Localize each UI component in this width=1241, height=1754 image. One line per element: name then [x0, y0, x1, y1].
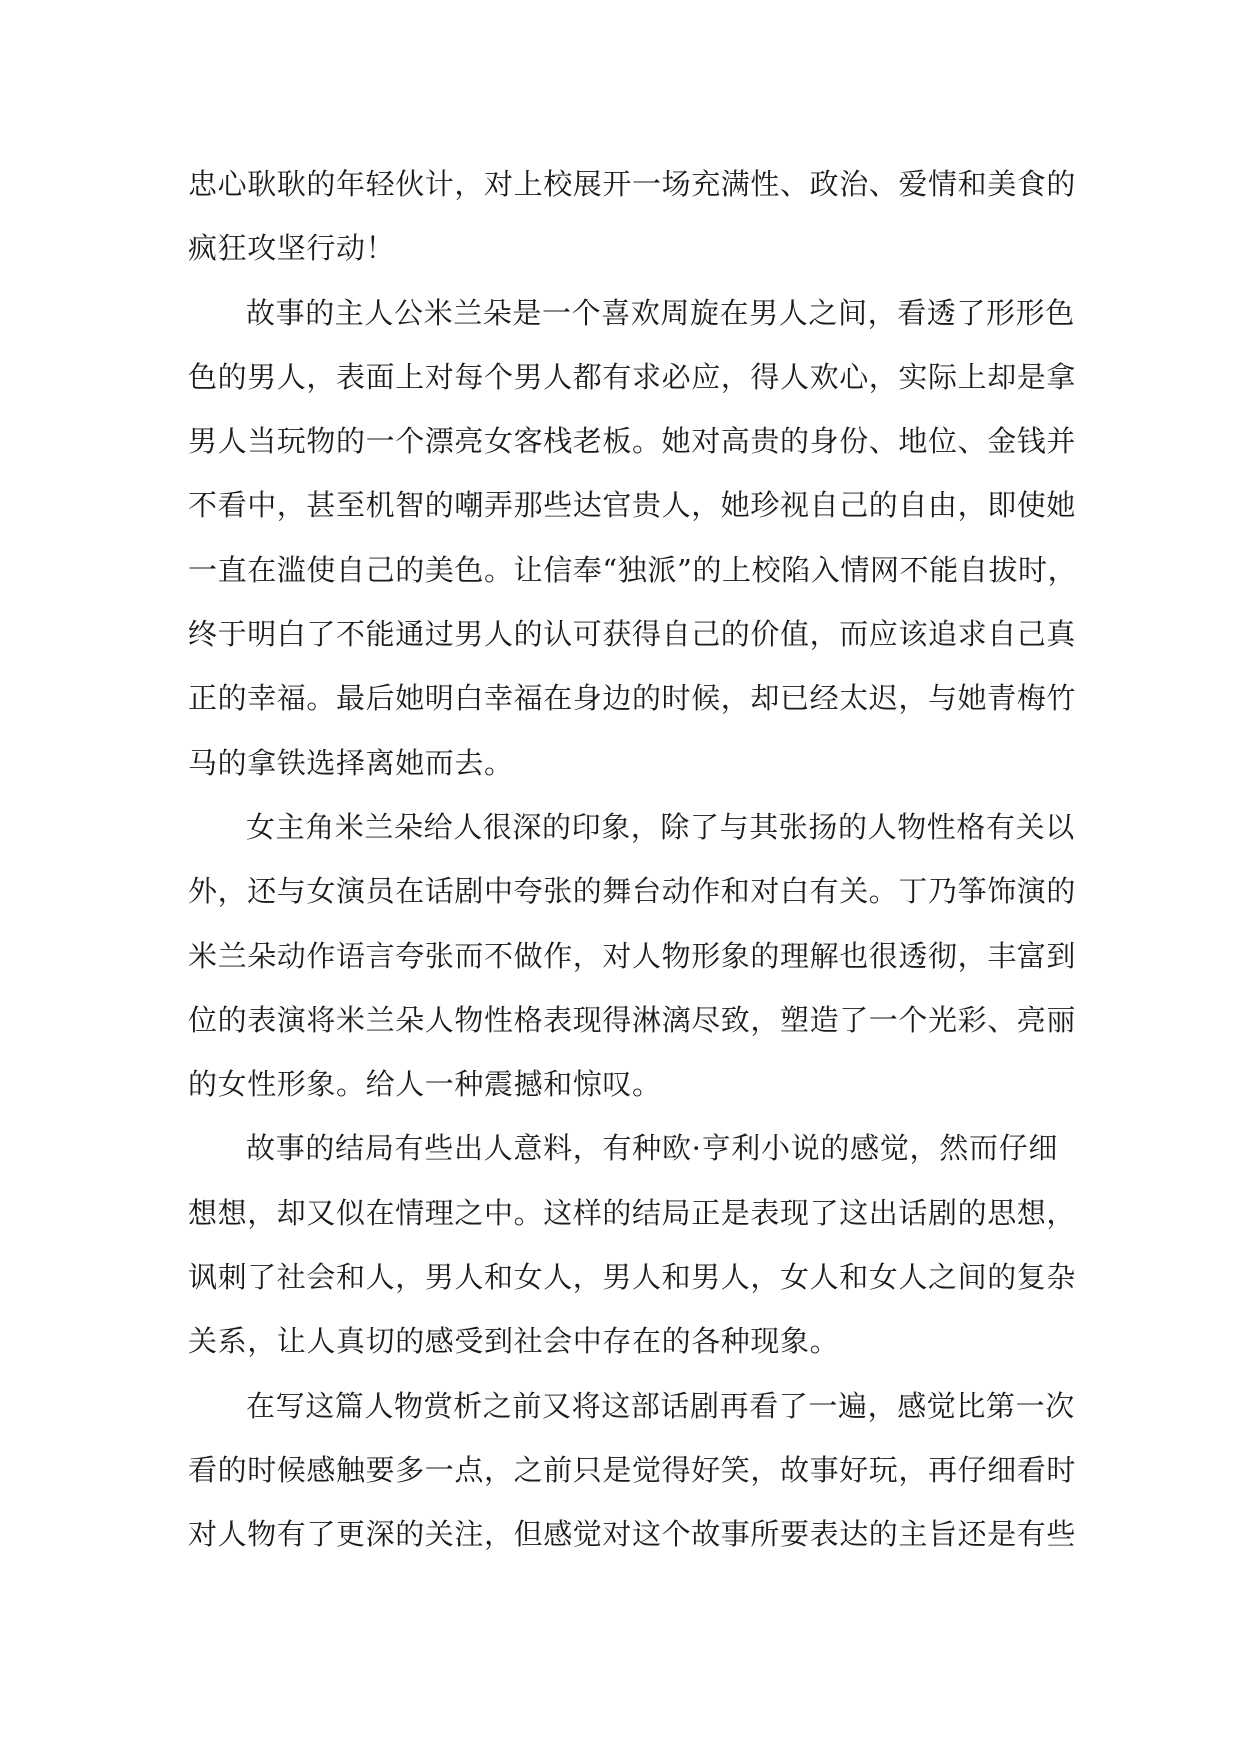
- text-line: 疯狂攻坚行动！: [188, 231, 396, 266]
- text-line: 对人物有了更深的关注，但感觉对这个故事所要表达的主旨还是有些: [188, 1517, 1077, 1552]
- paragraph-first-line: 女主角米兰朵给人很深的印象，除了与其张扬的人物性格有关以: [246, 809, 1075, 844]
- text-line: 米兰朵动作语言夸张而不做作，对人物形象的理解也很透彻，丰富到: [188, 938, 1077, 973]
- text-line: 想想，却又似在情理之中。这样的结局正是表现了这出话剧的思想，: [188, 1195, 1077, 1230]
- text-line: 一直在滥使自己的美色。让信奉“独派”的上校陷入情网不能自拔时，: [188, 552, 1078, 587]
- text-line: 正的幸福。最后她明白幸福在身边的时候，却已经太迟，与她青梅竹: [188, 681, 1077, 716]
- text-line: 讽刺了社会和人，男人和女人，男人和男人，女人和女人之间的复杂: [188, 1260, 1077, 1295]
- text-line: 的女性形象。给人一种震撼和惊叹。: [188, 1067, 662, 1102]
- text-line: 外，还与女演员在话剧中夸张的舞台动作和对白有关。丁乃筝饰演的: [188, 874, 1077, 909]
- paragraph-first-line: 在写这篇人物赏析之前又将这部话剧再看了一遍，感觉比第一次: [246, 1388, 1075, 1423]
- text-line: 忠心耿耿的年轻伙计，对上校展开一场充满性、政治、爱情和美食的: [188, 167, 1077, 201]
- text-line: 看的时候感触要多一点，之前只是觉得好笑，故事好玩，再仔细看时: [188, 1452, 1077, 1487]
- text-line: 马的拿铁选择离她而去。: [188, 745, 514, 780]
- text-line: 位的表演将米兰朵人物性格表现得淋漓尽致，塑造了一个光彩、亮丽: [188, 1002, 1077, 1037]
- text-line: 终于明白了不能通过男人的认可获得自己的价值，而应该追求自己真: [188, 617, 1077, 652]
- text-line: 色的男人，表面上对每个男人都有求必应，得人欢心，实际上却是拿: [188, 359, 1077, 394]
- paragraph-first-line: 故事的主人公米兰朵是一个喜欢周旋在男人之间，看透了形形色: [246, 295, 1075, 330]
- text-line: 男人当玩物的一个漂亮女客栈老板。她对高贵的身份、地位、金钱并: [188, 424, 1077, 459]
- text-line: 关系，让人真切的感受到社会中存在的各种现象。: [188, 1324, 840, 1359]
- paragraph-first-line: 故事的结局有些出人意料，有种欧·亨利小说的感觉，然而仔细: [246, 1131, 1058, 1166]
- document-body: [188, 152, 1078, 1567]
- text-line: 不看中，甚至机智的嘲弄那些达官贵人，她珍视自己的自由，即使她: [188, 488, 1077, 523]
